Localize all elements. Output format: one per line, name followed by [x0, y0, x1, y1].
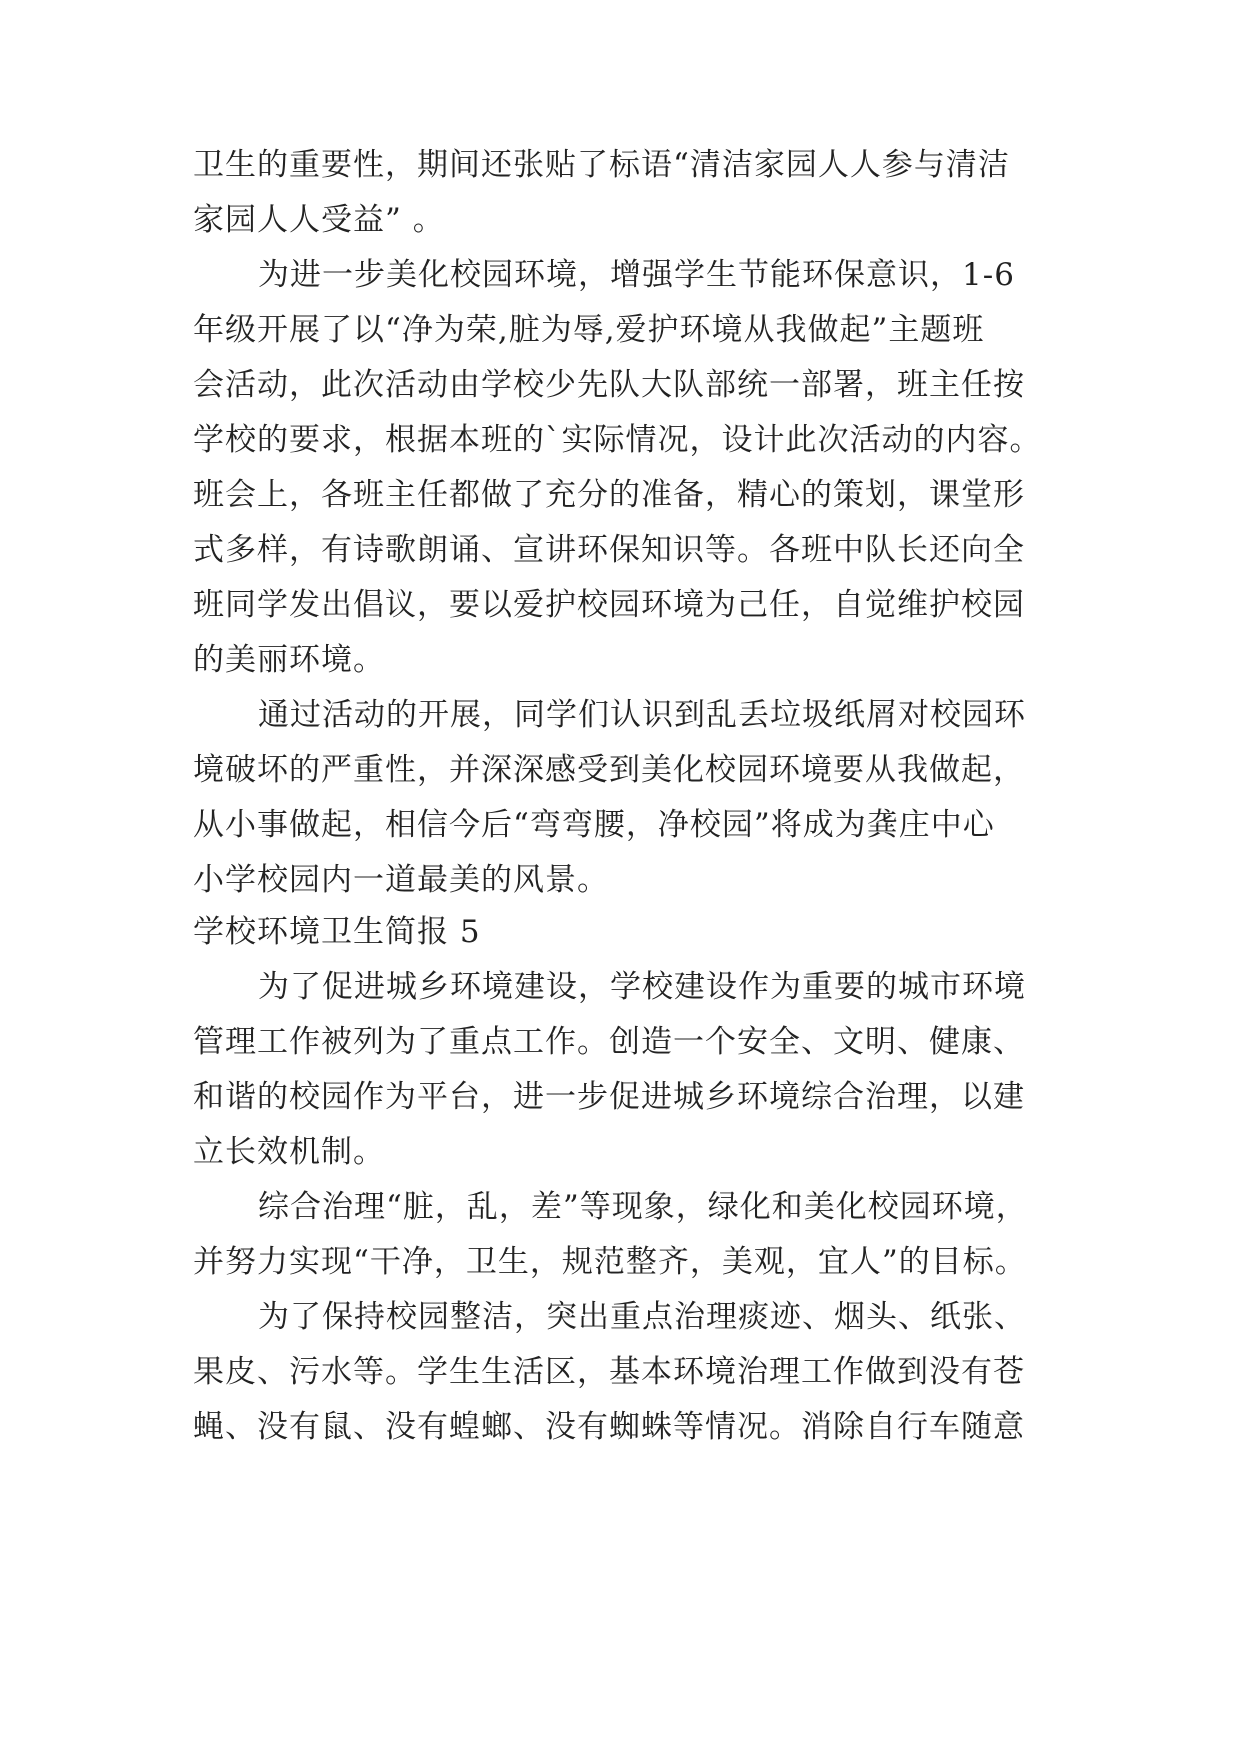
text-line: 境破坏的严重性，并深深感受到美化校园环境要从我做起， — [193, 752, 1025, 788]
text-line: 从小事做起，相信今后“弯弯腰，净校园”将成为龚庄中心 — [193, 807, 995, 843]
text-line: 班会上，各班主任都做了充分的准备，精心的策划，课堂形 — [193, 477, 1025, 513]
text-line: 的美丽环境。 — [193, 642, 385, 678]
section-heading: 学校环境卫生简报 5 — [193, 914, 481, 950]
text-line: 学校的要求，根据本班的`实际情况，设计此次活动的内容。 — [193, 422, 1042, 458]
paragraph-first-line: 综合治理“脏，乱，差”等现象，绿化和美化校园环境， — [258, 1189, 1028, 1225]
text-line: 管理工作被列为了重点工作。创造一个安全、文明、健康、 — [193, 1024, 1025, 1060]
text-line: 小学校园内一道最美的风景。 — [193, 862, 609, 898]
text-line: 会活动，此次活动由学校少先队大队部统一部署，班主任按 — [193, 367, 1025, 403]
text-line: 家园人人受益” 。 — [193, 202, 445, 238]
paragraph-first-line: 通过活动的开展，同学们认识到乱丢垃圾纸屑对校园环 — [258, 697, 1026, 733]
paragraph-first-line: 为了促进城乡环境建设，学校建设作为重要的城市环境 — [258, 969, 1026, 1005]
text-line: 和谐的校园作为平台，进一步促进城乡环境综合治理，以建 — [193, 1079, 1025, 1115]
text-line: 并努力实现“干净，卫生，规范整齐，美观，宜人”的目标。 — [193, 1244, 1027, 1280]
text-line: 卫生的重要性，期间还张贴了标语“清洁家园人人参与清洁 — [193, 147, 1010, 183]
paragraph-first-line: 为了保持校园整洁，突出重点治理痰迹、烟头、纸张、 — [258, 1299, 1026, 1335]
paragraph-first-line: 为进一步美化校园环境，增强学生节能环保意识，1-6 — [258, 257, 1015, 293]
text-line: 立长效机制。 — [193, 1134, 385, 1170]
text-line: 年级开展了以“净为荣,脏为辱,爱护环境从我做起”主题班 — [193, 312, 985, 348]
text-line: 蝇、没有鼠、没有蝗螂、没有蜘蛛等情况。消除自行车随意 — [193, 1409, 1025, 1445]
text-line: 班同学发出倡议，要以爱护校园环境为己任，自觉维护校园 — [193, 587, 1025, 623]
text-line: 果皮、污水等。学生生活区，基本环境治理工作做到没有苍 — [193, 1354, 1025, 1390]
text-line: 式多样，有诗歌朗诵、宣讲环保知识等。各班中队长还向全 — [193, 532, 1025, 568]
